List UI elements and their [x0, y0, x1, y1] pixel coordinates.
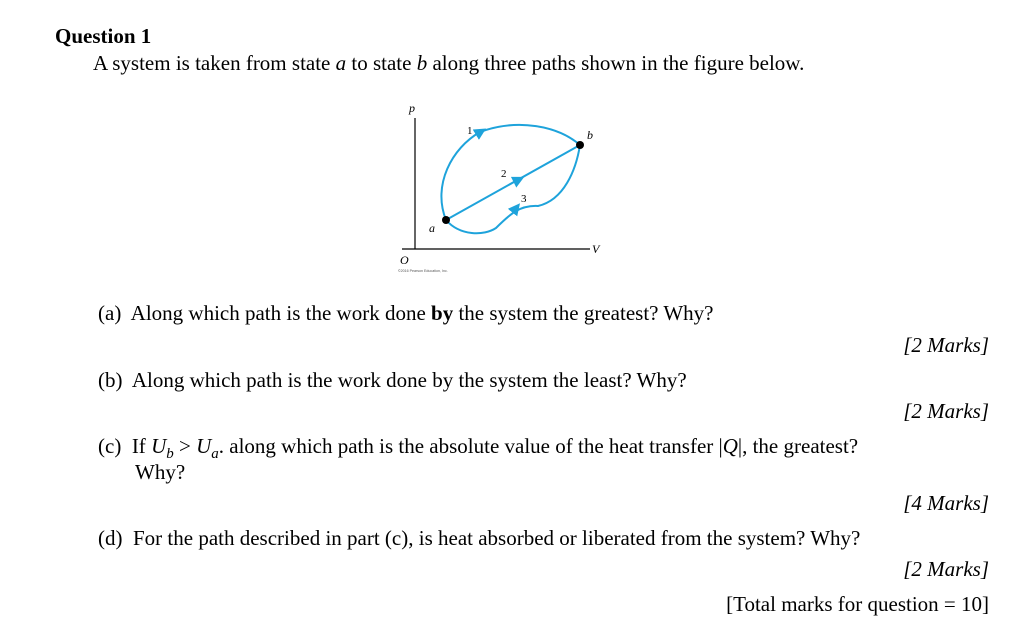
- part-c-q: Q: [722, 434, 738, 458]
- path-2-arrow: [514, 179, 520, 182]
- part-c-text-mid: . along which path is the absolute value of the heat transfer |: [218, 434, 723, 458]
- part-b-text: Along which path is the work done by the system the least? Why?: [131, 368, 687, 392]
- question-intro: [93, 51, 804, 76]
- part-c: [98, 434, 858, 463]
- intro-text-post: along three paths shown in the figure below.: [427, 51, 805, 75]
- part-c-ub-sub: b: [166, 446, 174, 463]
- part-d-marks: [2 Marks]: [903, 557, 989, 581]
- part-c-text-if: If: [131, 434, 152, 458]
- part-d-text: For the path described in part (c), is heat absorbed or liberated from the system? Why?: [133, 526, 861, 550]
- part-b-marks: [2 Marks]: [903, 399, 989, 423]
- state-b-label: b: [587, 128, 593, 142]
- part-a-text-bold: by: [431, 301, 454, 325]
- state-a-label: a: [429, 221, 435, 235]
- pv-diagram: [380, 90, 620, 285]
- figure-copyright: ©2016 Pearson Education, Inc.: [398, 269, 448, 273]
- path-3-label: 3: [521, 193, 527, 205]
- path-1-curve: [441, 125, 580, 220]
- part-c-label: (c): [98, 434, 122, 458]
- intro-text-mid: to state: [346, 51, 417, 75]
- axis-label-p: p: [409, 101, 415, 115]
- path-1-arrow: [477, 131, 482, 134]
- part-a-text-pre: Along which path is the work done: [130, 301, 432, 325]
- origin-label: O: [400, 253, 409, 267]
- part-c-line2: Why?: [135, 460, 186, 484]
- part-c-ua: U: [196, 434, 212, 458]
- intro-text-pre: A system is taken from state: [93, 51, 336, 75]
- path-2-line: [446, 145, 580, 220]
- part-c-text-post: |, the greatest?: [737, 434, 859, 458]
- part-a-text-post: the system the greatest? Why?: [453, 301, 714, 325]
- part-c-ub: U: [151, 434, 167, 458]
- state-b-dot: [576, 141, 584, 149]
- part-b: [98, 368, 687, 393]
- part-d-label: (d): [98, 526, 123, 550]
- part-c-marks: [4 Marks]: [903, 491, 989, 515]
- question-title: Question 1: [55, 24, 152, 48]
- part-c-ua-sub: a: [211, 446, 219, 463]
- part-a-label: (a): [98, 301, 122, 325]
- path-1-label: 1: [467, 125, 473, 137]
- state-a-dot: [442, 216, 450, 224]
- total-marks: [Total marks for question = 10]: [726, 592, 989, 616]
- axis-label-v: V: [592, 242, 600, 256]
- part-c-gt: >: [173, 434, 197, 458]
- part-a-marks: [2 Marks]: [903, 333, 989, 357]
- path-2-label: 2: [501, 168, 507, 180]
- part-d: [98, 526, 860, 551]
- intro-state-a: a: [335, 51, 347, 75]
- path-3-curve: [446, 145, 580, 233]
- intro-state-b: b: [416, 51, 428, 75]
- part-b-label: (b): [98, 368, 123, 392]
- part-a: [98, 301, 714, 326]
